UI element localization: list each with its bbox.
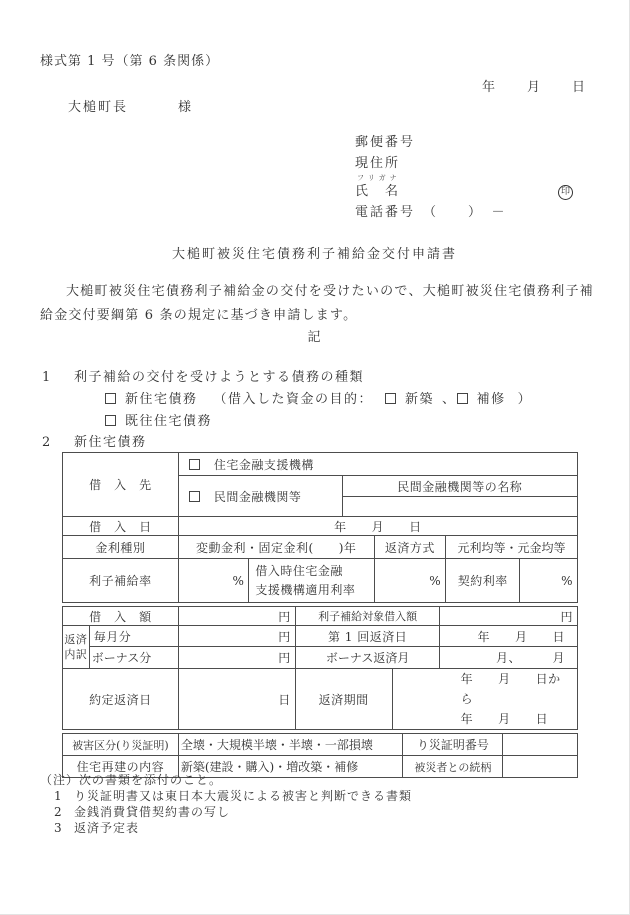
option-new-housing-debt [105, 389, 532, 411]
contract-rate-value-cell[interactable]: % [520, 559, 578, 603]
borrower-label-cell: 借 入 先 [63, 453, 179, 517]
relation-input-cell[interactable] [503, 756, 578, 778]
loan-date-value-cell[interactable]: 年 月 日 [178, 517, 577, 536]
debt-type-options [105, 389, 532, 433]
subsidy-target-value-cell[interactable]: 円 [440, 607, 578, 626]
furigana-label: フリガナ [357, 174, 401, 182]
purpose-separator: 、 [442, 392, 457, 407]
checkbox-private-institution[interactable] [189, 491, 200, 502]
note-item-number: 2 [54, 805, 63, 819]
period-to: 年 月 日 [460, 712, 549, 726]
option-new-housing-label: 新住宅債務 [125, 392, 198, 407]
jhf-rate-label-cell [249, 559, 374, 603]
loan-date-label-cell: 借 入 日 [63, 517, 179, 536]
section2-title: 新住宅債務 [74, 435, 147, 450]
rate-type-options-cell: 変動金利・固定金利( )年 [178, 536, 374, 559]
damage-label-cell: 被害区分(り災証明) [63, 734, 179, 756]
record-mark: 記 [307, 330, 322, 345]
checkbox-new-housing-debt[interactable] [105, 393, 116, 404]
note-item-number: 1 [54, 789, 63, 803]
jhf-rate-value-cell[interactable]: % [374, 559, 446, 603]
jhf-rate-label-line1: 借入時住宅金融 [255, 563, 343, 578]
option-existing-housing-debt [105, 411, 532, 433]
note-item-number: 3 [54, 821, 63, 835]
note-item-text: 返済予定表 [74, 821, 140, 835]
body-paragraph: 大槌町被災住宅債務利子補給金の交付を受けたいので、大槌町被災住宅債務利子補給金交付要綱第 6 条の規定に基づき申請します。 [40, 284, 594, 323]
loan-detail-tables [62, 452, 578, 778]
purpose-repair-label: 補修 [476, 392, 506, 407]
option-existing-housing-label: 既往住宅債務 [125, 414, 213, 429]
loan-source-table [62, 452, 578, 603]
addressee-line [68, 96, 193, 115]
section2-heading [42, 431, 147, 450]
private-name-header-cell: 民間金融機関等の名称 [342, 476, 577, 497]
note-item-text: 金銭消費貸借契約書の写し [74, 805, 231, 819]
note-item [54, 804, 412, 820]
first-repayment-value-cell[interactable]: 年 月 日 [440, 626, 578, 647]
breakdown-label-line1: 返済 [64, 633, 88, 646]
relation-label-cell: 被災者との続柄 [403, 756, 503, 778]
first-repayment-label-cell: 第 1 回返済日 [295, 626, 440, 647]
phone-label: 電話番号 [355, 205, 416, 220]
subsidy-target-label-cell: 利子補給対象借入額 [295, 607, 440, 626]
addressee-name: 大槌町長 [68, 100, 129, 115]
checkbox-purpose-new-build[interactable] [385, 393, 396, 404]
seal-mark-icon: 印 [558, 185, 573, 200]
bonus-month-label-cell: ボーナス返済月 [295, 647, 440, 669]
repayment-method-options-cell: 元利均等・元金均等 [446, 536, 578, 559]
private-option-label: 民間金融機関等 [213, 489, 302, 504]
purpose-prefix: （借入した資金の目的： [213, 392, 374, 407]
bonus-month-value-cell[interactable]: 月、 月 [440, 647, 578, 669]
date-line: 年 月 日 [481, 80, 587, 95]
period-value-cell[interactable] [392, 669, 577, 730]
jhf-option-label: 住宅金融支援機構 [213, 457, 314, 472]
checkbox-existing-housing-debt[interactable] [105, 415, 116, 426]
section1-title: 利子補給の交付を受けようとする債務の種類 [74, 370, 365, 385]
name-row [355, 183, 573, 201]
bonus-value-cell[interactable]: 円 [178, 647, 295, 669]
subsidy-rate-label-cell: 利子補給率 [63, 559, 179, 603]
phone-row [355, 201, 573, 224]
repayment-method-label-cell: 返済方式 [374, 536, 446, 559]
jhf-option-cell [178, 453, 577, 476]
note-item [54, 788, 412, 804]
bonus-label-cell: ボーナス分 [89, 647, 178, 669]
checkbox-jhf[interactable] [189, 459, 200, 470]
purpose-close: ） [517, 392, 533, 407]
agreed-day-label-cell: 約定返済日 [63, 669, 179, 730]
loan-amount-label-cell: 借 入 額 [63, 607, 179, 626]
section1-heading [42, 366, 364, 385]
jhf-rate-label-line2: 支援機構適用利率 [255, 582, 356, 597]
current-address-label: 現住所 [355, 156, 401, 171]
breakdown-label-line2: 内訳 [64, 648, 88, 661]
section1-number: 1 [42, 370, 52, 385]
damage-options-cell: 全壊・大規模半壊・半壊・一部損壊 [178, 734, 403, 756]
breakdown-label-cell [63, 626, 90, 669]
contract-rate-label-cell: 契約利率 [446, 559, 520, 603]
phone-format: （ ） － [423, 205, 507, 220]
note-item-text: り災証明書又は東日本大震災による被害と判断できる書類 [74, 789, 413, 803]
rate-type-label-cell: 金利種別 [63, 536, 179, 559]
rebuild-label-cell: 住宅再建の内容 [63, 756, 179, 778]
section2-number: 2 [42, 435, 52, 450]
cert-number-label-cell: り災証明番号 [403, 734, 503, 756]
period-label-cell: 返済期間 [295, 669, 392, 730]
name-label: 氏 名 [355, 184, 401, 199]
private-name-input-cell[interactable] [342, 497, 577, 517]
monthly-label-cell: 毎月分 [89, 626, 178, 647]
subsidy-rate-value-cell[interactable]: % [178, 559, 249, 603]
form-number: 様式第 1 号（第 6 条関係） [40, 54, 220, 69]
document-title: 大槌町被災住宅債務利子補給金交付申請書 [171, 247, 457, 262]
purpose-new-build-label: 新築 [405, 392, 435, 407]
monthly-value-cell[interactable]: 円 [178, 626, 295, 647]
addressee-honorific: 様 [178, 100, 194, 115]
notes-prefix: （注） [40, 773, 80, 787]
private-option-cell [178, 476, 342, 517]
postal-code-label: 郵便番号 [355, 135, 416, 150]
cert-number-input-cell[interactable] [503, 734, 578, 756]
period-from: 年 月 日から [460, 672, 561, 706]
repayment-table [62, 606, 578, 730]
loan-amount-value-cell[interactable]: 円 [178, 607, 295, 626]
rebuild-options-cell: 新築(建設・購入)・増改築・補修 [178, 756, 403, 778]
note-item [54, 820, 412, 836]
agreed-day-value-cell[interactable]: 日 [178, 669, 295, 730]
applicant-block [355, 131, 573, 224]
checkbox-purpose-repair[interactable] [457, 393, 468, 404]
notes-block [40, 772, 412, 836]
notes-header [40, 772, 412, 788]
notes-heading: 次の書類を添付のこと。 [79, 773, 223, 787]
